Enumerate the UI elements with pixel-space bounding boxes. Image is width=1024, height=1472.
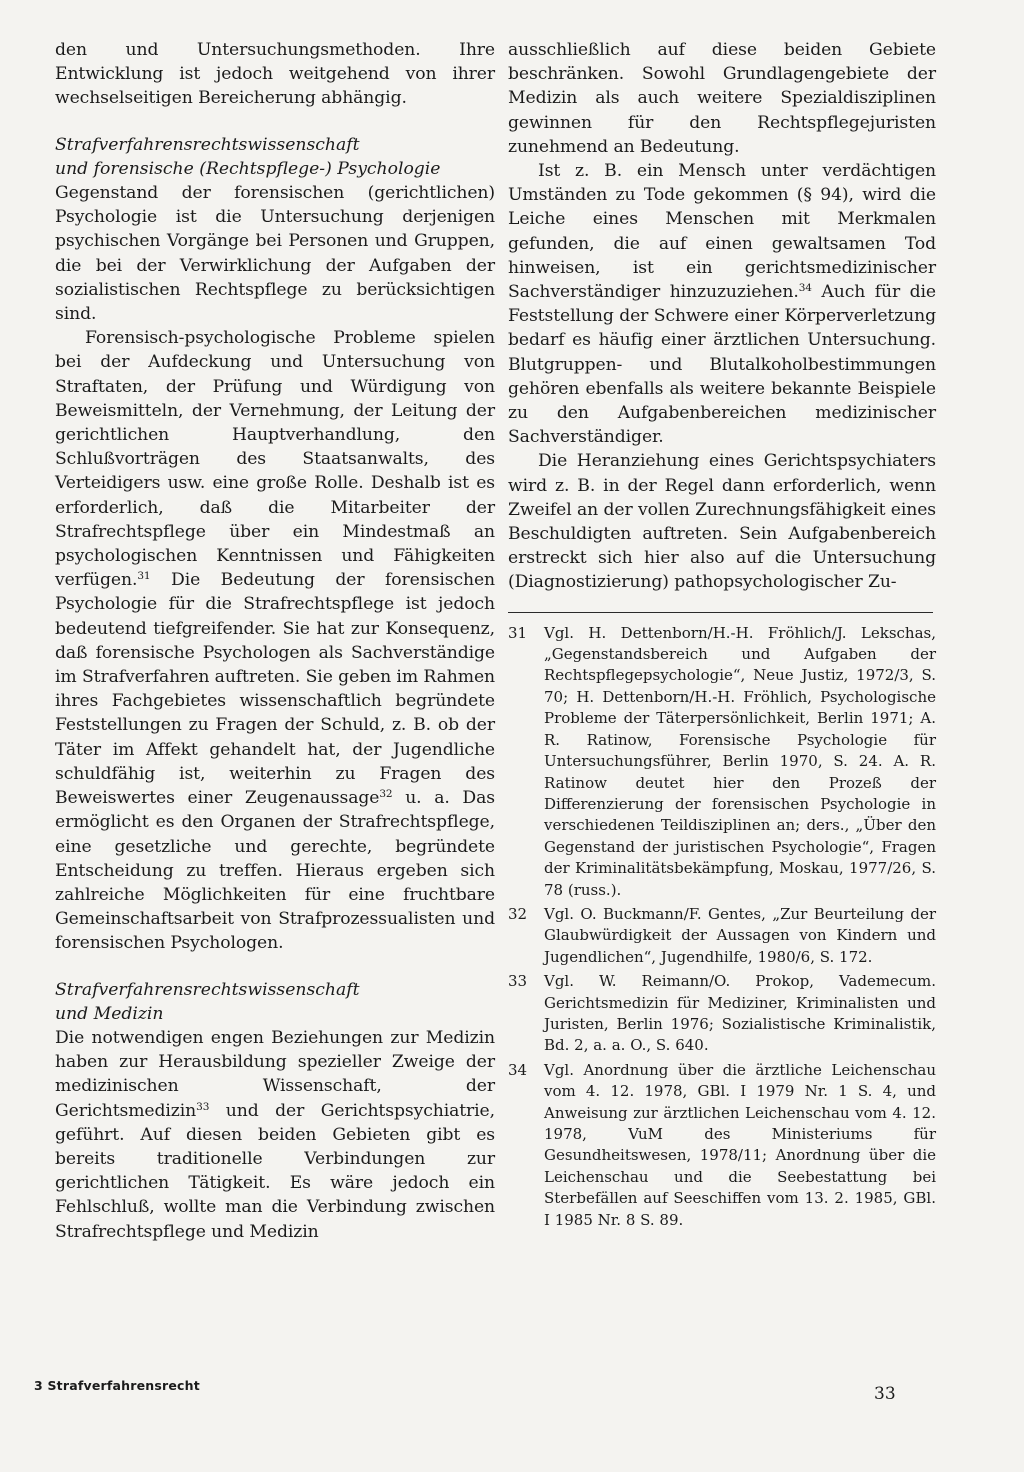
footnote-number: 32 [508, 904, 528, 923]
footnotes [508, 623, 936, 1231]
paragraph: den und Untersuchungsmethoden. Ihre Entwicklung ist jedoch weitgehend von ihrer wechselseitigen Bereicherung abhängig. [55, 40, 495, 109]
text-run: Die notwendigen engen Beziehungen zur Medizin haben zur Herausbildung spezieller Zweige der medizinischen Wissenschaft, der Gerichtsmedizin [55, 1027, 495, 1121]
footnote-divider [508, 612, 933, 613]
footnote-number: 33 [508, 972, 528, 991]
paragraph [508, 159, 936, 449]
text-run: u. a. Das ermöglicht es den Organen der Strafrechtspflege, eine gesetzliche und gerechte, begründete Entscheidung zu treffen. Hieraus ergeben sich zahlreiche Möglichkeiten für eine fruchtbare Gemeinschaftsarbeit von Strafprozessualisten und forensischen Psychologen. [55, 788, 495, 954]
left-column [55, 38, 495, 1244]
section-heading [55, 133, 495, 181]
footnote-ref: 33 [196, 1100, 210, 1113]
footnote-ref: 32 [379, 788, 393, 801]
paragraph: Die Heranziehung eines Gerichtspsychiaters wird z. B. in der Regel dann erforderlich, wenn Zweifel an der vollen Zurechnungsfähigkeit eines Beschuldigten auftreten. Sein Aufgabenbereich erstreckt sich hier also auf die Untersuchung (Diagnostizierung) pathopsychologischer Zu- [508, 451, 936, 593]
paragraph: Gegenstand der forensischen (gerichtlichen) Psychologie ist die Untersuchung derjenigen psychischen Vorgänge bei Personen und Gruppen, die bei der Verwirklichung der Aufgaben der sozialistischen Rechtspflege zu berücksichtigen sind. [55, 183, 495, 325]
text-run: Die Bedeutung der forensischen Psychologie für die Strafrechtspflege ist jedoch bedeutend tiefgreifender. Sie hat zur Konsequenz, daß forensische Psychologen als Sachverständige im Strafverfahren auftreten. Sie geben im Rahmen ihres Fachgebietes wissenschaftlich begründete Feststellungen zu Fragen der Schuld, z. B. ob der Täter im Affekt gehandelt hat, der Jugendliche schuldfähig ist, weiterhin zu Fragen des Beweiswertes einer Zeugenaussage [55, 570, 495, 809]
footnote-text: Vgl. Anordnung über die ärztliche Leichenschau vom 4. 12. 1978, GBl. I 1979 Nr. 1 S. 4, und Anweisung zur ärztlichen Leichenschau vom 4. 12. 1978, VuM des Ministeriums für Gesundheitswesen, 1978/11; Anordnung über die Leichenschau und die Seebestattung bei Sterbefällen auf Seeschiffen vom 13. 2. 1985, GBl. I 1985 Nr. 8 S. 89. [544, 1060, 936, 1229]
footnote [508, 623, 936, 901]
footnote-number: 31 [508, 623, 528, 642]
section-heading [55, 978, 495, 1026]
text-run: Ist z. B. ein Mensch unter verdächtigen Umständen zu Tode gekommen (§ 94), wird die Leiche eines Menschen mit Merkmalen gefunden, die auf einen gewaltsamen Tod hinweisen, ist ein gerichtsmedizinischer Sachverständiger hinzuzuziehen. [508, 161, 936, 303]
footnote [508, 904, 936, 968]
page-number: 33 [874, 1384, 896, 1404]
text-run: und der Gerichtspsychiatrie, geführt. Auf diesen beiden Gebieten gibt es bereits traditionelle Verbindungen zur gerichtlichen Tätigkeit. Es wäre jedoch ein Fehlschluß, wollte man die Verbindung zwischen Strafrechtspflege und Medizin [55, 1100, 495, 1242]
footnote [508, 1060, 936, 1231]
section-heading-line: und forensische (Rechtspflege-) Psychologie [55, 158, 441, 179]
paragraph [55, 1026, 495, 1244]
paragraph [55, 326, 495, 955]
footnote-ref: 31 [137, 570, 151, 583]
footnote-text: Vgl. H. Dettenborn/H.-H. Fröhlich/J. Lekschas, „Gegenstandsbereich und Aufgaben der Rechtspflegepsychologie“, Neue Justiz, 1972/3, S. 70; H. Dettenborn/H.-H. Fröhlich, Psychologische Probleme der Täterpersönlichkeit, Berlin 1971; A. R. Ratinow, Forensische Psychologie für Untersuchungsführer, Berlin 1970, S. 24. A. R. Ratinow deutet hier den Prozeß der Differenzierung der forensischen Psychologie in verschiedenen Teildisziplinen an; ders., „Über den Gegenstand der juristischen Psychologie“, Fragen der Kriminalitätsbekämpfung, Moskau, 1977/26, S. 78 (russ.). [544, 623, 936, 899]
footnote-number: 34 [508, 1060, 528, 1079]
footnote [508, 971, 936, 1057]
text-run: Auch für die Feststellung der Schwere einer Körperverletzung bedarf es häufig einer ärztlichen Untersuchung. Blutgruppen- und Blutalkoholbestimmungen gehören ebenfalls als weitere bekannte Beispiele zu den Aufgabenbereichen medizinischer Sachverständiger. [508, 282, 936, 448]
section-heading-line: Strafverfahrensrechtswissenschaft [55, 134, 360, 155]
right-column [508, 38, 936, 1234]
paragraph: ausschließlich auf diese beiden Gebiete beschränken. Sowohl Grundlagengebiete der Medizin als auch weitere Spezialdisziplinen gewinnen für den Rechtspflegejuristen zunehmend an Bedeutung. [508, 40, 936, 157]
text-run: Forensisch-psychologische Probleme spielen bei der Aufdeckung und Untersuchung von Straftaten, der Prüfung und Würdigung von Beweismitteln, der Vernehmung, der Leitung der gerichtlichen Hauptverhandlung, den Schlußvorträgen des Staatsanwalts, des Verteidigers usw. eine große Rolle. Deshalb ist es erforderlich, daß die Mitarbeiter der Strafrechtspflege über ein Mindestmaß an psychologischen Kenntnissen und Fähigkeiten verfügen. [55, 328, 495, 591]
footnote-ref: 34 [798, 282, 812, 295]
footnote-text: Vgl. W. Reimann/O. Prokop, Vademecum. Gerichtsmedizin für Mediziner, Kriminalisten und Juristen, Berlin 1976; Sozialistische Kriminalistik, Bd. 2, a. a. O., S. 640. [544, 972, 936, 1055]
footnote-text: Vgl. O. Buckmann/F. Gentes, „Zur Beurteilung der Glaubwürdigkeit der Aussagen von Kindern und Jugendlichen“, Jugendhilfe, 1980/6, S. 172. [544, 904, 936, 966]
section-heading-line: und Medizin [55, 1003, 164, 1024]
signature-mark: 3 Strafverfahrensrecht [34, 1378, 200, 1393]
section-heading-line: Strafverfahrensrechtswissenschaft [55, 979, 360, 1000]
